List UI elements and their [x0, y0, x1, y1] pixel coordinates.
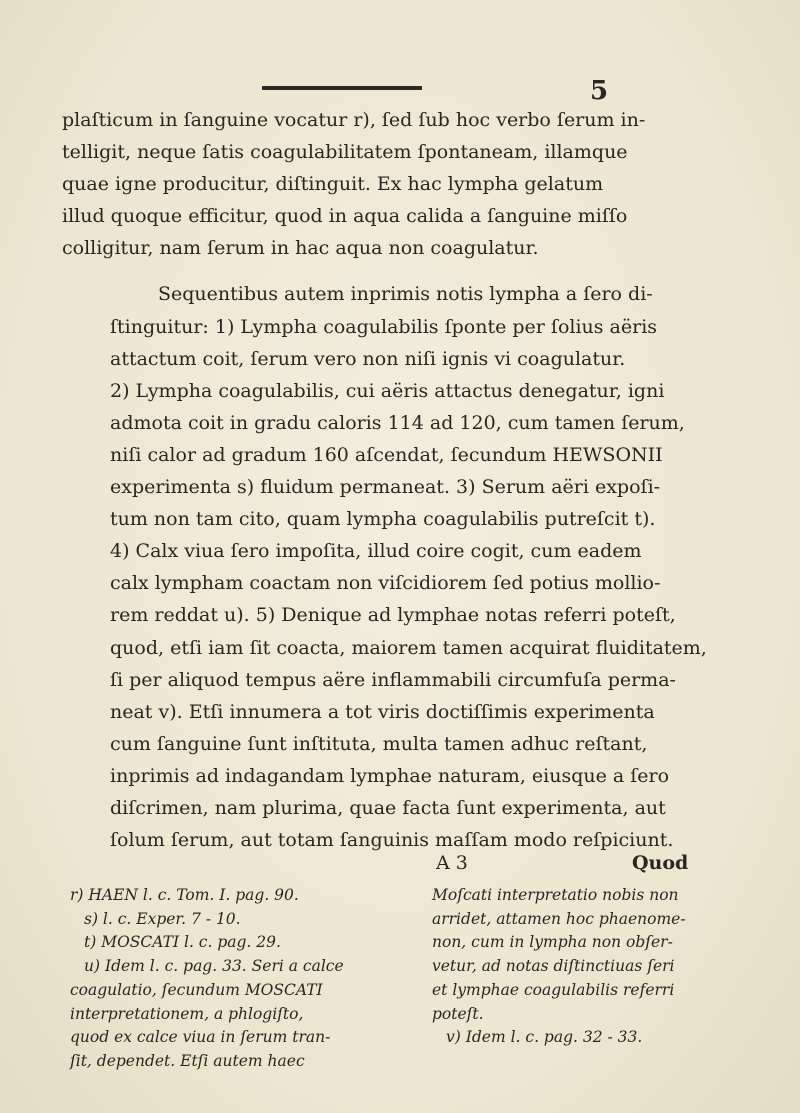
text-line: ſolum ſerum, aut totam ſanguinis maſſam modo reſpiciunt.: [110, 829, 674, 852]
text-line: cum ſanguine ſunt inſtituta, multa tamen adhuc reſtant,: [110, 732, 648, 755]
footnote-line: arridet, attamen hoc phaenome-: [432, 909, 686, 928]
catchword: Quod: [632, 852, 689, 874]
text-line: illud quoque efficitur, quod in aqua calida a ſanguine miſſo: [62, 205, 628, 228]
footnote-line: quod ex calce viua in ſerum tran-: [70, 1028, 331, 1047]
text-line: colligitur, nam ſerum in hac aqua non coagulatur.: [62, 237, 539, 260]
footnote-line: Moſcati interpretatio nobis non: [432, 886, 679, 904]
footnotes-left-column: [70, 884, 400, 1074]
text-line: experimenta s) fluidum permaneat. 3) Serum aëri expoſi-: [110, 476, 661, 499]
footnote-line: et lymphae coagulabilis referri: [432, 980, 675, 999]
text-line: rem reddat u). 5) Denique ad lymphae notas referri poteſt,: [110, 604, 676, 627]
footnote-line: s) l. c. Exper. 7 - 10.: [84, 909, 241, 928]
footnote-line: t) MOSCATI l. c. pag. 29.: [84, 933, 281, 952]
text-line: admota coit in gradu caloris 114 ad 120, cum tamen ſerum,: [110, 411, 685, 434]
text-line: inprimis ad indagandam lymphae naturam, eiusque a ſero: [110, 764, 670, 787]
page-number: 5: [590, 76, 609, 106]
footnote-line: poteſt.: [432, 1004, 484, 1023]
main-text: [62, 104, 730, 856]
footnote-line: r) HAEN l. c. Tom. I. pag. 90.: [70, 886, 299, 904]
text-line: attactum coit, ſerum vero non niſi ignis vi coagulatur.: [110, 347, 626, 370]
text-line: calx lympham coactam non viſcidiorem ſed potius mollio-: [110, 572, 661, 595]
text-line: quod, etſi iam ſit coacta, maiorem tamen acquirat fluiditatem,: [110, 636, 707, 659]
text-line: 4) Calx viua ſero impoſita, illud coire cogit, cum eadem: [110, 540, 642, 563]
paragraph-2: [62, 278, 730, 856]
signature-mark: A 3: [436, 852, 468, 874]
text-line: ſi per aliquod tempus aëre inflammabili circumfuſa perma-: [110, 668, 676, 691]
footnote-line: u) Idem l. c. pag. 33. Seri a calce: [84, 957, 344, 976]
footnote-line: interpretationem, a phlogiſto,: [70, 1004, 304, 1023]
footnote-line: coagulatio, ſecundum MOSCATI: [70, 980, 323, 999]
footnote-line: ſit, dependet. Etſi autem haec: [70, 1051, 305, 1070]
text-line: neat v). Etſi innumera a tot viris doctiſſimis experimenta: [110, 700, 655, 723]
text-line: ſtinguitur: 1) Lympha coagulabilis ſponte per ſolius aëris: [110, 315, 658, 338]
header-rule: [262, 86, 422, 90]
footnote-line: non, cum in lympha non obſer-: [432, 933, 673, 952]
text-line: tum non tam cito, quam lympha coagulabilis putreſcit t).: [110, 508, 656, 531]
text-line: diſcrimen, nam plurima, quae facta ſunt experimenta, aut: [110, 796, 666, 819]
footnote-line: vetur, ad notas diſtinctiuas ſeri: [432, 957, 675, 976]
text-line: quae igne producitur, diſtinguit. Ex hac lympha gelatum: [62, 173, 604, 196]
footnote-line: v) Idem l. c. pag. 32 - 33.: [446, 1028, 643, 1047]
text-line: telligit, neque ſatis coagulabilitatem ſpontaneam, illamque: [62, 141, 628, 164]
text-line: 2) Lympha coagulabilis, cui aëris attactus denegatur, igni: [110, 379, 665, 402]
text-line: Sequentibus autem inprimis notis lympha a ſero di-: [158, 283, 653, 306]
text-line: niſi calor ad gradum 160 aſcendat, ſecundum HEWSONII: [110, 443, 663, 466]
paragraph-1: [62, 104, 730, 264]
footnotes-right-column: [432, 884, 732, 1050]
text-line: plaſticum in ſanguine vocatur r), ſed ſub hoc verbo ſerum in-: [62, 109, 646, 131]
